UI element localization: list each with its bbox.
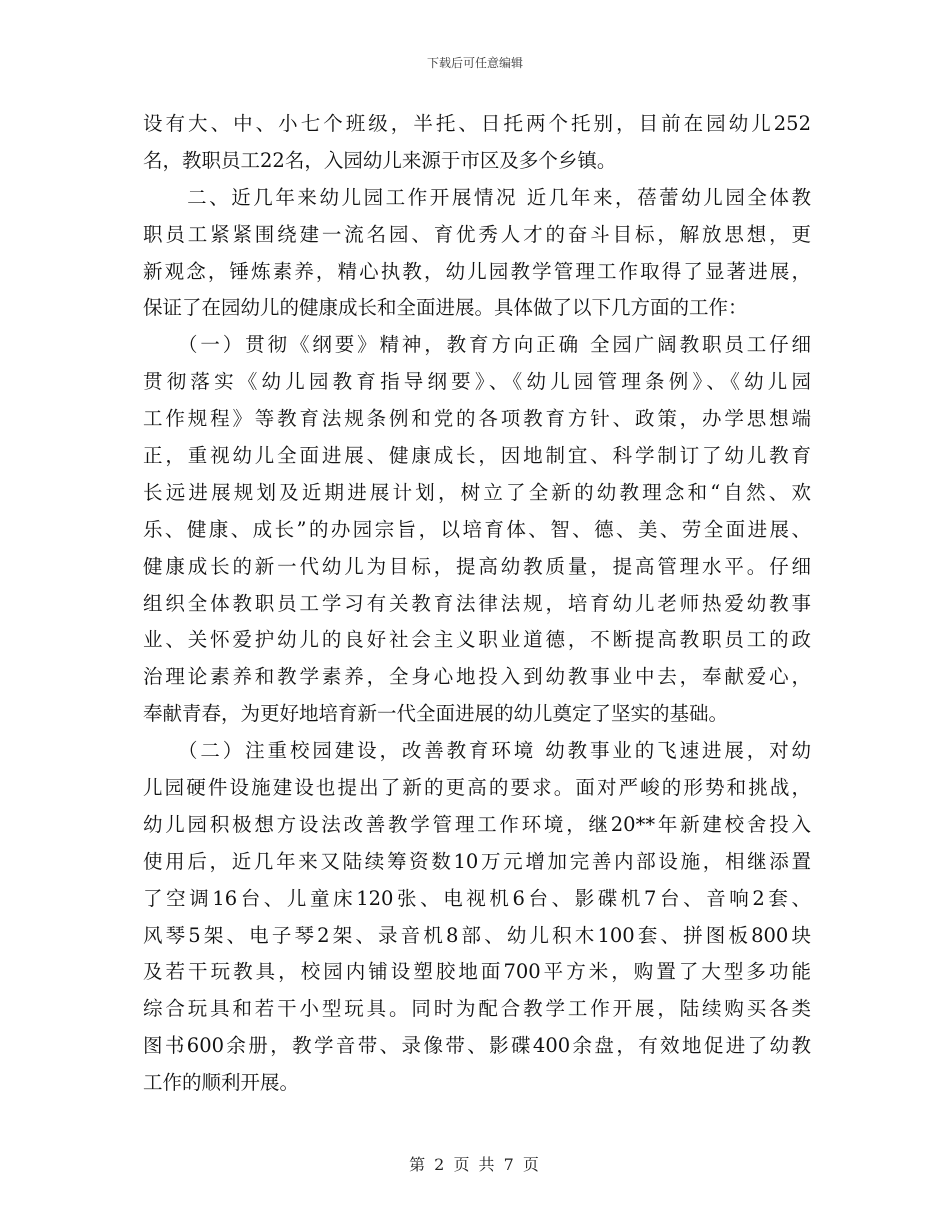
text-line: 业、关怀爱护幼儿的良好社会主义职业道德，不断提高教职员工的政: [143, 628, 811, 652]
text-line: 及若干玩教具，校园内铺设塑胶地面700平方米，购置了大型多功能: [143, 960, 811, 984]
text-line: 治理论素养和教学素养，全身心地投入到幼教事业中去，奉献爱心，: [143, 665, 811, 689]
text-line: 工作的顺利开展。: [143, 1071, 300, 1095]
text-line: 风琴5架、电子琴2架、录音机8部、幼儿积木100套、拼图板800块: [143, 923, 811, 947]
text-line: 了空调16台、儿童床120张、电视机6台、影碟机7台、音响2套、: [143, 886, 811, 910]
text-line: 奉献青春，为更好地培育新一代全面进展的幼儿奠定了坚实的基础。: [143, 702, 729, 726]
text-line: 新观念，锤炼素养，精心执教，幼儿园教学管理工作取得了显著进展，: [143, 259, 811, 283]
page-header: 下载后可任意编辑: [426, 56, 523, 70]
page-number: 第 2 页 共 7 页: [409, 1155, 541, 1174]
text-line: 保证了在园幼儿的健康成长和全面进展。具体做了以下几方面的工作：: [143, 296, 748, 320]
text-line: （二）注重校园建设，改善教育环境 幼教事业的飞速进展，对幼: [143, 739, 811, 763]
text-line: 设有大、中、小七个班级，半托、日托两个托别，目前在园幼儿252: [143, 112, 811, 135]
text-line: 正，重视幼儿全面进展、健康成长，因地制宜、科学制订了幼儿教育: [143, 444, 811, 468]
text-line: 名，教职员工22名，入园幼儿来源于市区及多个乡镇。: [143, 148, 617, 172]
text-line: 幼儿园积极想方设法改善教学管理工作环境，继20**年新建校舍投入: [143, 812, 811, 836]
text-line: 使用后，近几年来又陆续筹资数10万元增加完善内部设施，相继添置: [143, 849, 811, 873]
text-line: （一）贯彻《纲要》精神，教育方向正确 全园广阔教职员工仔细: [143, 333, 811, 357]
text-line: 贯彻落实《幼儿园教育指导纲要》、《幼儿园管理条例》、《幼儿园: [143, 370, 811, 394]
document-body: [143, 106, 811, 1102]
text-line: 乐、健康、成长”的办园宗旨，以培育体、智、德、美、劳全面进展、: [143, 517, 811, 541]
text-line: 工作规程》等教育法规条例和党的各项教育方针、政策，办学思想端: [143, 407, 811, 431]
text-line: 职员工紧紧围绕建一流名园、育优秀人才的奋斗目标，解放思想，更: [143, 222, 811, 246]
text-line: 长远进展规划及近期进展计划，树立了全新的幼教理念和“自然、欢: [143, 480, 811, 504]
text-line: 组织全体教职员工学习有关教育法律法规，培育幼儿老师热爱幼教事: [143, 591, 811, 615]
text-line: 健康成长的新一代幼儿为目标，提高幼教质量，提高管理水平。仔细: [143, 554, 811, 578]
text-line: 儿园硬件设施建设也提出了新的更高的要求。面对严峻的形势和挑战，: [143, 776, 811, 800]
text-line: 二、近几年来幼儿园工作开展情况 近几年来，蓓蕾幼儿园全体教: [143, 185, 811, 209]
text-line: 综合玩具和若干小型玩具。同时为配合教学工作开展，陆续购买各类: [143, 997, 811, 1021]
text-line: 图书600余册，教学音带、录像带、影碟400余盘，有效地促进了幼教: [143, 1034, 811, 1058]
